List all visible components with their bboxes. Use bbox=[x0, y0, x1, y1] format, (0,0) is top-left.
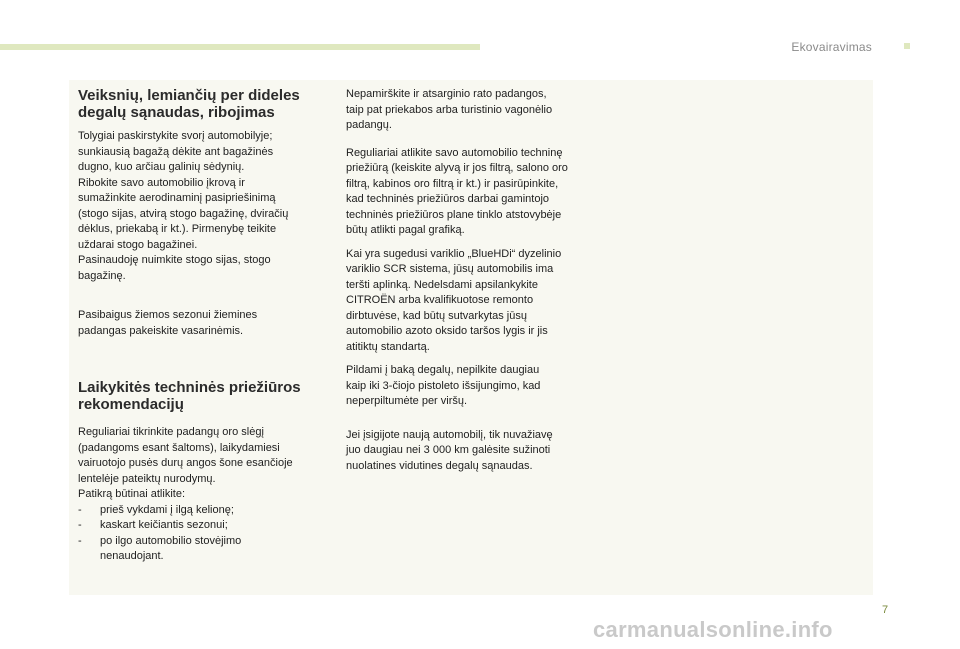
text-line: sumažinkite aerodinaminį pasipriešinimą bbox=[78, 192, 276, 204]
list-item bbox=[78, 518, 328, 534]
text-line: lentelėje pateiktų nurodymų. bbox=[78, 472, 216, 485]
text-line: dirbtuvėse, kad būtų sutvarkytas jūsų bbox=[346, 309, 527, 322]
watermark: carmanualsonline.info bbox=[593, 617, 833, 642]
text-line: atitiktų standartą. bbox=[346, 340, 430, 353]
paragraph-tyre-pressure bbox=[78, 425, 328, 503]
section-title: Ekovairavimas bbox=[791, 40, 872, 54]
text-line: Nepamirškite ir atsarginio rato padangos, bbox=[346, 88, 547, 100]
text-line: Tolygiai paskirstykite svorį automobilyje; bbox=[78, 130, 273, 142]
text-line: (padangoms esant šaltoms), laikydamiesi bbox=[78, 441, 280, 454]
paragraph-spare-tyre bbox=[346, 87, 608, 134]
left-column bbox=[78, 87, 328, 565]
paragraph-load bbox=[78, 129, 328, 284]
text-line: Pasibaigus žiemos sezonui žiemines bbox=[78, 309, 258, 321]
text-line: kaip iki 3-čiojo pistoleto išsijungimo, kad bbox=[346, 379, 541, 392]
list-item bbox=[78, 534, 328, 550]
text-line: priežiūrą (keiskite alyvą ir jos filtrą, salono oro bbox=[346, 162, 568, 174]
text-line: automobilio azoto oksido taršos lygis ir jis bbox=[346, 325, 548, 337]
text-line: padangas pakeiskite vasarinėmis. bbox=[78, 324, 244, 337]
text-line: sunkiausią bagažą dėkite ant bagažinės bbox=[78, 145, 274, 158]
heading-line: degalų sąnaudas, ribojimas bbox=[78, 104, 275, 121]
text-line: juo daugiau nei 3 000 km galėsite sužinoti bbox=[346, 444, 551, 456]
text-line: kad techninės priežiūros darbai gamintojo bbox=[346, 193, 550, 205]
text-line: Jei įsigijote naują automobilį, tik nuvažiavę bbox=[346, 428, 553, 441]
page-number: 7 bbox=[882, 604, 889, 616]
heading-line: rekomendacijų bbox=[78, 396, 184, 413]
text-line: Kai yra sugedusi variklio „BlueHDi“ dyzelinio bbox=[346, 247, 562, 260]
text-line: variklio SCR sistema, jūsų automobilis ima bbox=[346, 263, 554, 275]
text-line: Patikrą būtinai atlikite: bbox=[78, 488, 185, 500]
text-line: Pildami į baką degalų, nepilkite daugiau bbox=[346, 364, 540, 376]
list-dash: - bbox=[78, 534, 82, 547]
text-line: CITROËN arba kvalifikuotose remonto bbox=[346, 294, 534, 306]
paragraph-tyres-season bbox=[78, 308, 328, 339]
list-item-text: kaskart keičiantis sezonui; bbox=[100, 519, 228, 531]
text-line: vairuotojo pusės durų angos šone esančioje bbox=[78, 457, 293, 469]
text-line: nuolatines vidutines degalų sąnaudas. bbox=[346, 459, 533, 472]
heading-maintenance bbox=[78, 379, 328, 413]
list-item-continuation: nenaudojant. bbox=[100, 550, 164, 562]
header-marker bbox=[904, 43, 910, 49]
paragraph-servicing bbox=[346, 146, 608, 239]
list-item-text: po ilgo automobilio stovėjimo bbox=[100, 534, 242, 547]
paragraph-scr-system bbox=[346, 247, 608, 356]
text-line: bagažinę. bbox=[78, 269, 126, 282]
list-dash: - bbox=[78, 503, 82, 516]
text-line: taip pat priekabos arba turistinio vagonėlio bbox=[346, 103, 553, 116]
text-line: dugno, kuo arčiau galinių sėdynių. bbox=[78, 161, 245, 173]
text-line: Ribokite savo automobilio įkrovą ir bbox=[78, 176, 245, 189]
text-line: filtrą, kabinos oro filtrą ir kt.) ir pasirūpinkite, bbox=[346, 177, 559, 190]
list-item bbox=[78, 503, 328, 519]
header-accent-bar bbox=[0, 44, 480, 50]
text-line: techninės priežiūros plane tinklo atstovybėje bbox=[346, 208, 562, 221]
text-line: uždarai stogo bagažinei. bbox=[78, 238, 198, 251]
heading-fuel-factors bbox=[78, 87, 328, 121]
list-dash: - bbox=[78, 519, 82, 531]
text-line: neperpiltumėte per viršų. bbox=[346, 395, 468, 407]
text-line: teršti aplinką. Nedelsdami apsilankykite bbox=[346, 278, 538, 291]
right-column bbox=[346, 87, 608, 474]
heading-line: Veiksnių, lemiančių per dideles bbox=[78, 87, 300, 104]
text-line: padangų. bbox=[346, 119, 392, 131]
paragraph-new-vehicle bbox=[346, 428, 608, 475]
list-item-text: prieš vykdami į ilgą kelionę; bbox=[100, 503, 234, 516]
text-line: Reguliariai atlikite savo automobilio techninę bbox=[346, 146, 563, 159]
text-line: Reguliariai tikrinkite padangų oro slėgį bbox=[78, 426, 264, 438]
check-list bbox=[78, 503, 328, 565]
text-line: (stogo sijas, atvirą stogo bagažinę, dviračių bbox=[78, 207, 289, 220]
text-line: dėklus, priekabą ir kt.). Pirmenybę teikite bbox=[78, 223, 277, 235]
text-line: būtų atlikti pagal grafiką. bbox=[346, 224, 465, 236]
paragraph-refuelling bbox=[346, 363, 608, 410]
heading-line: Laikykitės techninės priežiūros bbox=[78, 379, 301, 396]
text-line: Pasinaudoję nuimkite stogo sijas, stogo bbox=[78, 254, 271, 266]
